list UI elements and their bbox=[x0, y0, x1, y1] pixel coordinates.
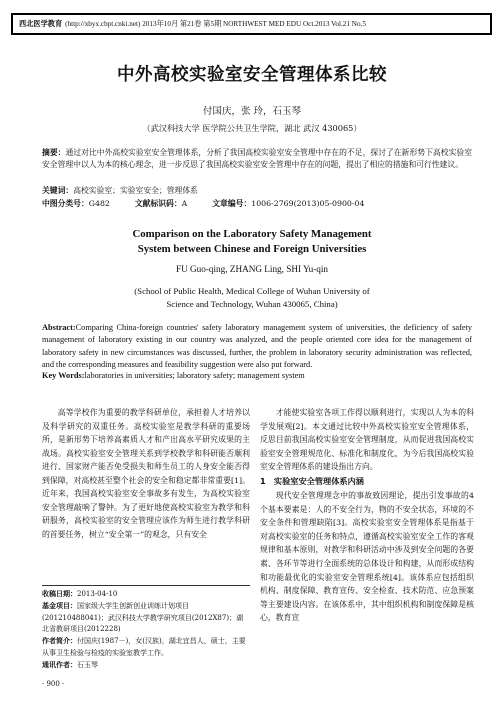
body-left-column bbox=[42, 406, 250, 541]
doccode-value: A bbox=[181, 199, 188, 208]
english-keywords-label: Key Words: bbox=[42, 371, 85, 380]
journal-name: 西北医学教育 bbox=[19, 20, 63, 28]
keywords-text: 高校实验室；实验室安全；管理体系 bbox=[73, 186, 198, 195]
intro-paragraph-continued: 才能使实验室各项工作得以顺利进行，实现以人为本的科学发展观[2]。本文通过比较中外高校实验室安全管理体系，反思目前我国高校实验室安全管理制度，从而促进我国高校实验室安全管理规范化、标准化和制度化，为今后我国高校实验室安全管理体系的建设指出方向。 bbox=[260, 408, 474, 472]
abstract-text: 通过对比中外高校实验室安全管理体系，分析了我国高校实验室安全管理中存在的不足，探讨了在新形势下高校实验室安全管理中以人为本的核心理念，进一步反思了我国高校实验室安全管理中存在的问题，提出了相应的措施和可行性建议。 bbox=[42, 148, 473, 170]
english-keywords bbox=[42, 371, 472, 380]
footnotes bbox=[42, 585, 250, 672]
affiliation: （武汉科技大学 医学院公共卫生学院，湖北 武汉 430065） bbox=[142, 123, 362, 133]
chinese-keywords bbox=[42, 185, 472, 196]
doccode-label: 文献标识码： bbox=[134, 199, 182, 208]
journal-citation: (http://xbyx.cbpt.cnki.net) 2013年10月 第21卷 第5期 NORTHWEST MED EDU Oct.2013 Vol.21 No.5 bbox=[65, 20, 366, 28]
clc-label: 中图分类号： bbox=[42, 199, 89, 208]
authors: 付国庆，张 玲，石玉琴 bbox=[202, 106, 302, 117]
keywords-label: 关键词： bbox=[42, 186, 74, 195]
english-abstract-text: Comparing China-foreign countries' safety laboratory management system of universities, the deficiency of safety management of laboratory existing in our country was analyzed, and the people oriented core idea for the management of laboratory safety in new circumstances was discussed, further, the problem in laboratory security administration was reflected, and the corresponding measures and feasibility suggestion were also put forward. bbox=[42, 323, 472, 369]
articleno-label: 文章编号： bbox=[212, 199, 252, 208]
fund-note: 基金项目：国家级大学生创新创业训练计划项目(201210488041)；武汉科技大学教学研究项目(2012X87)；湖北省教研项目(2012228) bbox=[42, 601, 244, 634]
corresponding-note: 通讯作者：石玉琴 bbox=[42, 660, 98, 669]
page-number: · 900 · bbox=[42, 680, 65, 688]
clc-value: G482 bbox=[88, 199, 110, 208]
received-note: 收稿日期：2013-04-10 bbox=[42, 590, 118, 598]
english-title: Comparison on the Laboratory Safety Management System between Chinese and Foreign Universities bbox=[132, 228, 372, 255]
english-abstract bbox=[42, 322, 472, 371]
section-heading: 1 实验室安全管理体系内涵 bbox=[260, 475, 364, 486]
bio-note: 作者简介：付国庆(1987－)，女(汉族)，湖北宜昌人，硕士，主要从事卫生检验与检疫的实验室教学工作。 bbox=[42, 637, 246, 657]
abstract-label: 摘要： bbox=[42, 148, 66, 157]
body-right-column bbox=[260, 406, 474, 625]
english-affiliation: (School of Public Health, Medical College of Wuhan University of Science and Technology, Wuhan 430065, China) bbox=[134, 286, 370, 309]
intro-paragraph: 高等学校作为重要的教学科研单位，承担着人才培养以及科学研究的双重任务。高校实验室是教学科研的重要场所，是新形势下培养高素质人才和产出高水平研究成果的主战场。高校实验室安全管理关系到学校教学和科研能否顺利进行、国家财产能否免受损失和师生员工的人身安全能否得到保障，对高校甚至整个社会的安全和稳定都非常重要[1]。近年来，我国高校实验室安全事故多有发生，为高校实验室安全管理敲响了警钟。为了更好地使高校实验室为教学和科研服务，高校实验室的安全管理应该作为师生进行教学科研的首要任务，树立“安全第一”的观念，只有安全 bbox=[42, 408, 250, 539]
chinese-abstract bbox=[42, 147, 472, 171]
english-abstract-label: Abstract: bbox=[42, 323, 76, 332]
classification-line bbox=[42, 198, 472, 209]
journal-header bbox=[11, 13, 492, 35]
english-keywords-text: laboratories in universities; laboratory safety; management system bbox=[84, 371, 305, 380]
english-authors: FU Guo-qing, ZHANG Ling, SHI Yu-qin bbox=[175, 264, 328, 274]
articleno-value: 1006-2769(2013)05-0900-04 bbox=[251, 199, 365, 208]
section-paragraph: 现代安全管理理念中的事故致因理论，提出引发事故的4个基本要素是：人的不安全行为，物的不安全状态，环境的不安全条件和管理缺陷[3]。高校实验室安全管理体系是指基于对高校实验室的任务和特点，遵循高校实验室安全工作的客观规律和基本原则，对教学和科研活动中涉及到安全问题的各要素、各环节等进行全面系统的总体设计和构建，从而形成结构和功能最优化的实验室安全管理系统[4]。该体系应包括组织机构、制度保障、教育宣传、安全检查、技术防范、应急预案等主要建设内容。在该体系中，其中组织机构和制度保障是核心，教育宣 bbox=[260, 491, 474, 623]
article-title: 中外高校实验室安全管理体系比较 bbox=[117, 65, 387, 85]
